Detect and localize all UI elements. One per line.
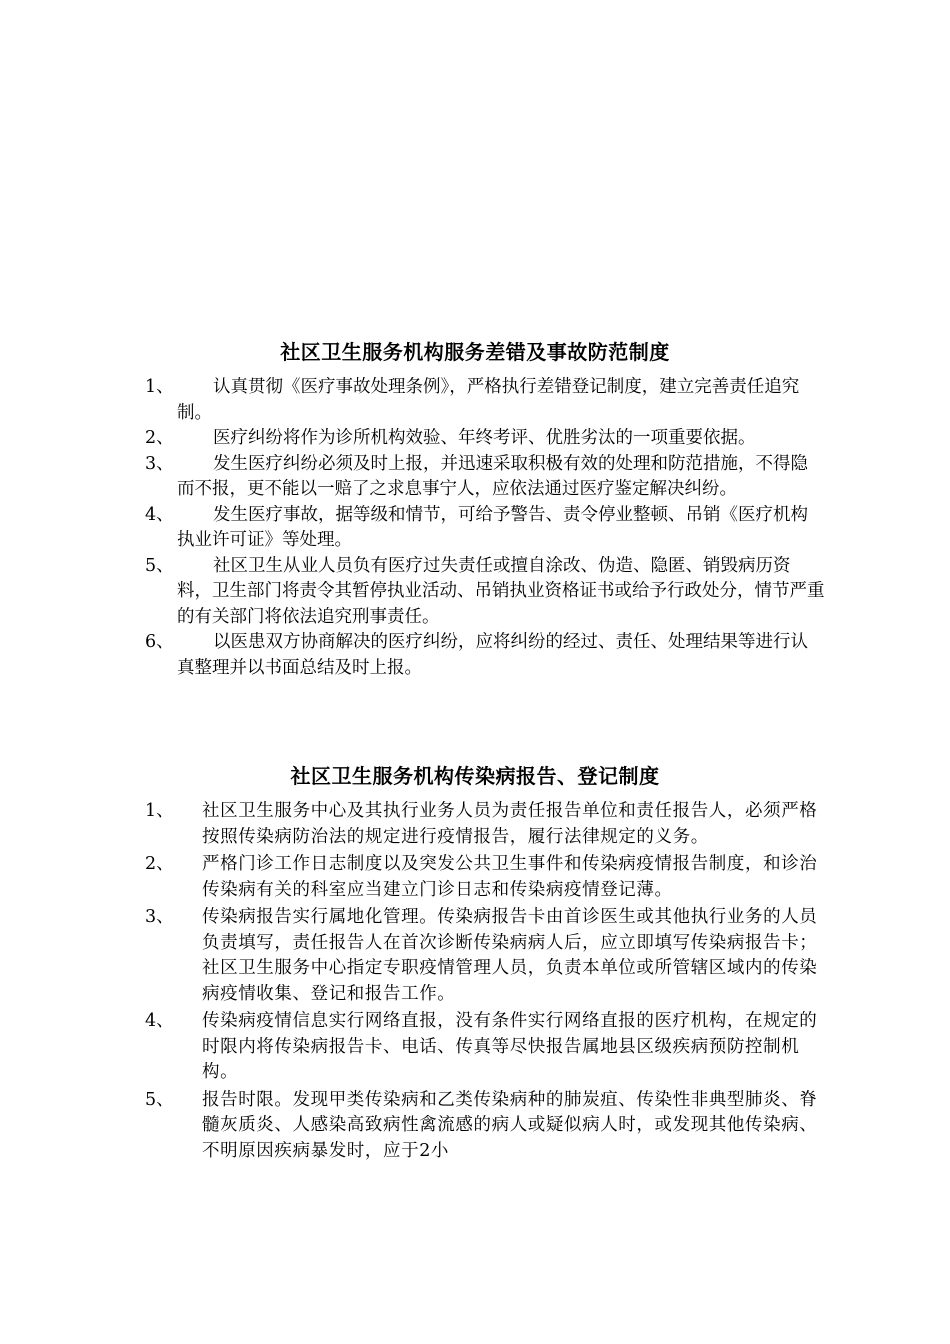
item-text: 医疗纠纷将作为诊所机构效验、年终考评、优胜劣汰的一项重要依据。 [213,428,756,448]
item-text: 认真贯彻《医疗事故处理条例》，严格执行差错登记制度，建立完善责任追究制。 [177,377,800,423]
item-text: 传染病报告实行属地化管理。传染病报告卡由首诊医生或其他执行业务的人员负责填写，责任报告人在首次诊断传染病病人后，应立即填写传染病报告卡；社区卫生服务中心指定专职疫情管理人员，负责本单位或所管辖区域内的传染病疫情收集、登记和报告工作。 [202,907,818,1004]
item-number: 6、 [145,632,174,652]
list-item [145,503,825,554]
list-item [145,1088,825,1165]
item-number: 5、 [145,1089,174,1110]
section2-list [145,799,825,1166]
list-item [145,1009,825,1086]
item-text: 发生医疗事故，据等级和情节，可给予警告、责令停业整顿、吊销《医疗机构执业许可证》等处理。 [177,504,808,550]
item-text: 社区卫生从业人员负有医疗过失责任或擅自涂改、伪造、隐匿、销毁病历资料，卫生部门将责令其暂停执业活动、吊销执业资格证书或给予行政处分，情节严重的有关部门将依法追究刑事责任。 [177,555,825,627]
list-item [145,905,825,1007]
list-item [145,426,825,452]
item-number: 1、 [145,377,174,397]
list-item [145,452,825,503]
item-number: 4、 [145,504,174,525]
item-number: 3、 [145,907,174,927]
item-text: 传染病疫情信息实行网络直报，没有条件实行网络直报的医疗机构，在规定的时限内将传染病报告卡、电话、传真等尽快报告属地县区级疾病预防控制机构。 [202,1011,818,1082]
section1-title: 社区卫生服务机构服务差错及事故防范制度 [280,340,670,364]
item-number: 3、 [145,453,174,474]
list-item [145,554,825,631]
item-text: 报告时限。发现甲类传染病和乙类传染病种的肺炭疽、传染性非典型肺炎、脊髓灰质炎、人感染高致病性禽流感的病人或疑似病人时，或发现其他传染病、不明原因疾病暴发时，应于2小 [202,1089,818,1161]
item-text: 发生医疗纠纷必须及时上报，并迅速采取积极有效的处理和防范措施，不得隐而不报，更不能以一赔了之求息事宁人，应依法通过医疗鉴定解决纠纷。 [177,453,808,499]
item-text: 以医患双方协商解决的医疗纠纷，应将纠纷的经过、责任、处理结果等进行认真整理并以书面总结及时上报。 [177,632,808,678]
item-text: 严格门诊工作日志制度以及突发公共卫生事件和传染病疫情报告制度，和诊治传染病有关的科室应当建立门诊日志和传染病疫情登记薄。 [202,854,818,900]
item-number: 1、 [145,801,174,821]
section1-list [145,375,825,681]
item-number: 5、 [145,555,174,576]
item-number: 2、 [145,428,174,448]
section2-title: 社区卫生服务机构传染病报告、登记制度 [290,764,660,788]
item-number: 2、 [145,854,174,874]
list-item [145,630,825,681]
list-item [145,799,825,850]
item-number: 4、 [145,1011,174,1031]
list-item [145,852,825,903]
item-text: 社区卫生服务中心及其执行业务人员为责任报告单位和责任报告人，必须严格按照传染病防治法的规定进行疫情报告，履行法律规定的义务。 [202,801,818,847]
list-item [145,375,825,426]
